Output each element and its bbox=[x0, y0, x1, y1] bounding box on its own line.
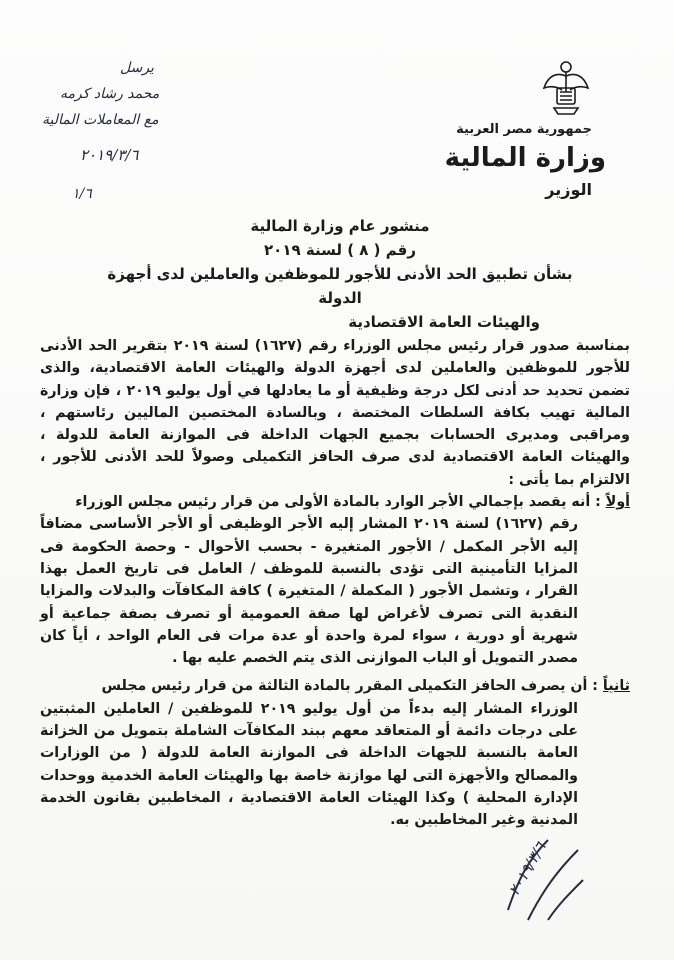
letterhead-country: جمهورية مصر العربية bbox=[456, 122, 592, 137]
title-line-1: منشور عام وزارة المالية bbox=[250, 217, 430, 235]
handwritten-line-3: مع المعاملات المالية bbox=[42, 112, 159, 128]
clause-first-body: رقم (١٦٢٧) لسنة ٢٠١٩ المشار إليه الأجر الوظيفى أو الأجر الأساسى مضافاً إليه الأجر المكمل / الأجور المتغيرة - بحسب الأحوال - وحصة الحكومة فى المزايا التأمينية التى تؤدى بالنسبة للموظف / العامل فى تاريخ العمل بهذا القرار ، وتشمل الأجور ( المكملة / المتغيرة ) كافة المكافآت والبدلات والمزايا النقدية التى تصرف لأغراض لها صفة العمومية أو تصرف بصفة جماعية أو شهرية أو دورية ، سواء لمرة واحدة أو عدة مرات فى العام الواحد ، أياً كان مصدر التمويل أو الباب الموازنى الذى يتم الخصم عليه بها . bbox=[40, 516, 578, 667]
clause-second-lead: : أن يصرف الحافز التكميلى المقرر بالمادة الثالثة من قرار رئيس مجلس bbox=[101, 678, 598, 695]
title-line-3: بشأن تطبيق الحد الأدنى للأجور للموظفين والعاملين لدى أجهزة الدولة bbox=[107, 265, 573, 307]
clause-second bbox=[40, 675, 630, 831]
document-body bbox=[40, 335, 630, 832]
intro-paragraph: بمناسبة صدور قرار رئيس مجلس الوزراء رقم (١٦٢٧) لسنة ٢٠١٩ بتقرير الحد الأدنى للأجور للموظفين والعاملين لدى أجهزة الدولة والهيئات العامة الاقتصادية، والذى تضمن تحديد حد أدنى لكل درجة وظيفية أو ما يعادلها في أول يوليو ٢٠١٩ ، فإن وزارة المالية تهيب بكافة السلطات المختصة ، وبالسادة المختصين الماليين رئاستهم ، ومراقبى ومديرى الحسابات بجميع الجهات الداخلة فى الموازنة العامة للدولة ، والهيئات العامة الاقتصادية لدى صرف الحافز التكميلى وصولاً للحد الأدنى للأجور ، الالتزام بما يأتى : bbox=[40, 338, 630, 488]
handwritten-bottom-date: ٢٠١٩/٣/٦ bbox=[504, 839, 550, 899]
signature-scribble-icon bbox=[488, 820, 598, 930]
title-line-4: والهيئات العامة الاقتصادية bbox=[348, 313, 540, 331]
handwritten-date: ٢٠١٩/٣/٦ bbox=[80, 146, 139, 164]
clause-second-body: الوزراء المشار إليه بدءاً من أول يوليو ٢٠١٩ للموظفين / العاملين المثبتين على درجات دائمة أو المتعاقد معهم ببند المكافآت الشاملة بتمويل من الخزانة العامة بالنسبة للجهات الداخلة فى الموازنة العامة للدولة ( من الوزارات والمصالح والأجهزة التى لها موازنة خاصة بها والهيئات العامة الخدمية ووحدات الإدارة المحلية ) وكذا الهيئات العامة الاقتصادية ، المخاطبين بقانون الخدمة المدنية وغير المخاطبين به. bbox=[40, 700, 578, 829]
title-line-2: رقم ( ٨ ) لسنة ٢٠١٩ bbox=[264, 241, 416, 259]
letterhead-minister: الوزير bbox=[545, 180, 592, 199]
document-title bbox=[107, 214, 573, 334]
clause-first-head: أولاً bbox=[605, 494, 630, 511]
handwritten-line-1: يرسل bbox=[120, 60, 154, 76]
handwritten-line-2: محمد رشاد كرمه bbox=[60, 86, 160, 102]
clause-first-lead: : أنه يقصد بإجمالي الأجر الوارد بالمادة الأولى من قرار رئيس مجلس الوزراء bbox=[75, 494, 601, 511]
handwritten-signature bbox=[488, 820, 598, 934]
eagle-emblem-icon bbox=[540, 58, 592, 118]
clause-second-head: ثانياً bbox=[602, 678, 630, 695]
handwritten-code: ١/٦ bbox=[72, 186, 92, 202]
letterhead-ministry: وزارة المالية bbox=[444, 143, 606, 173]
clause-first bbox=[40, 491, 630, 669]
